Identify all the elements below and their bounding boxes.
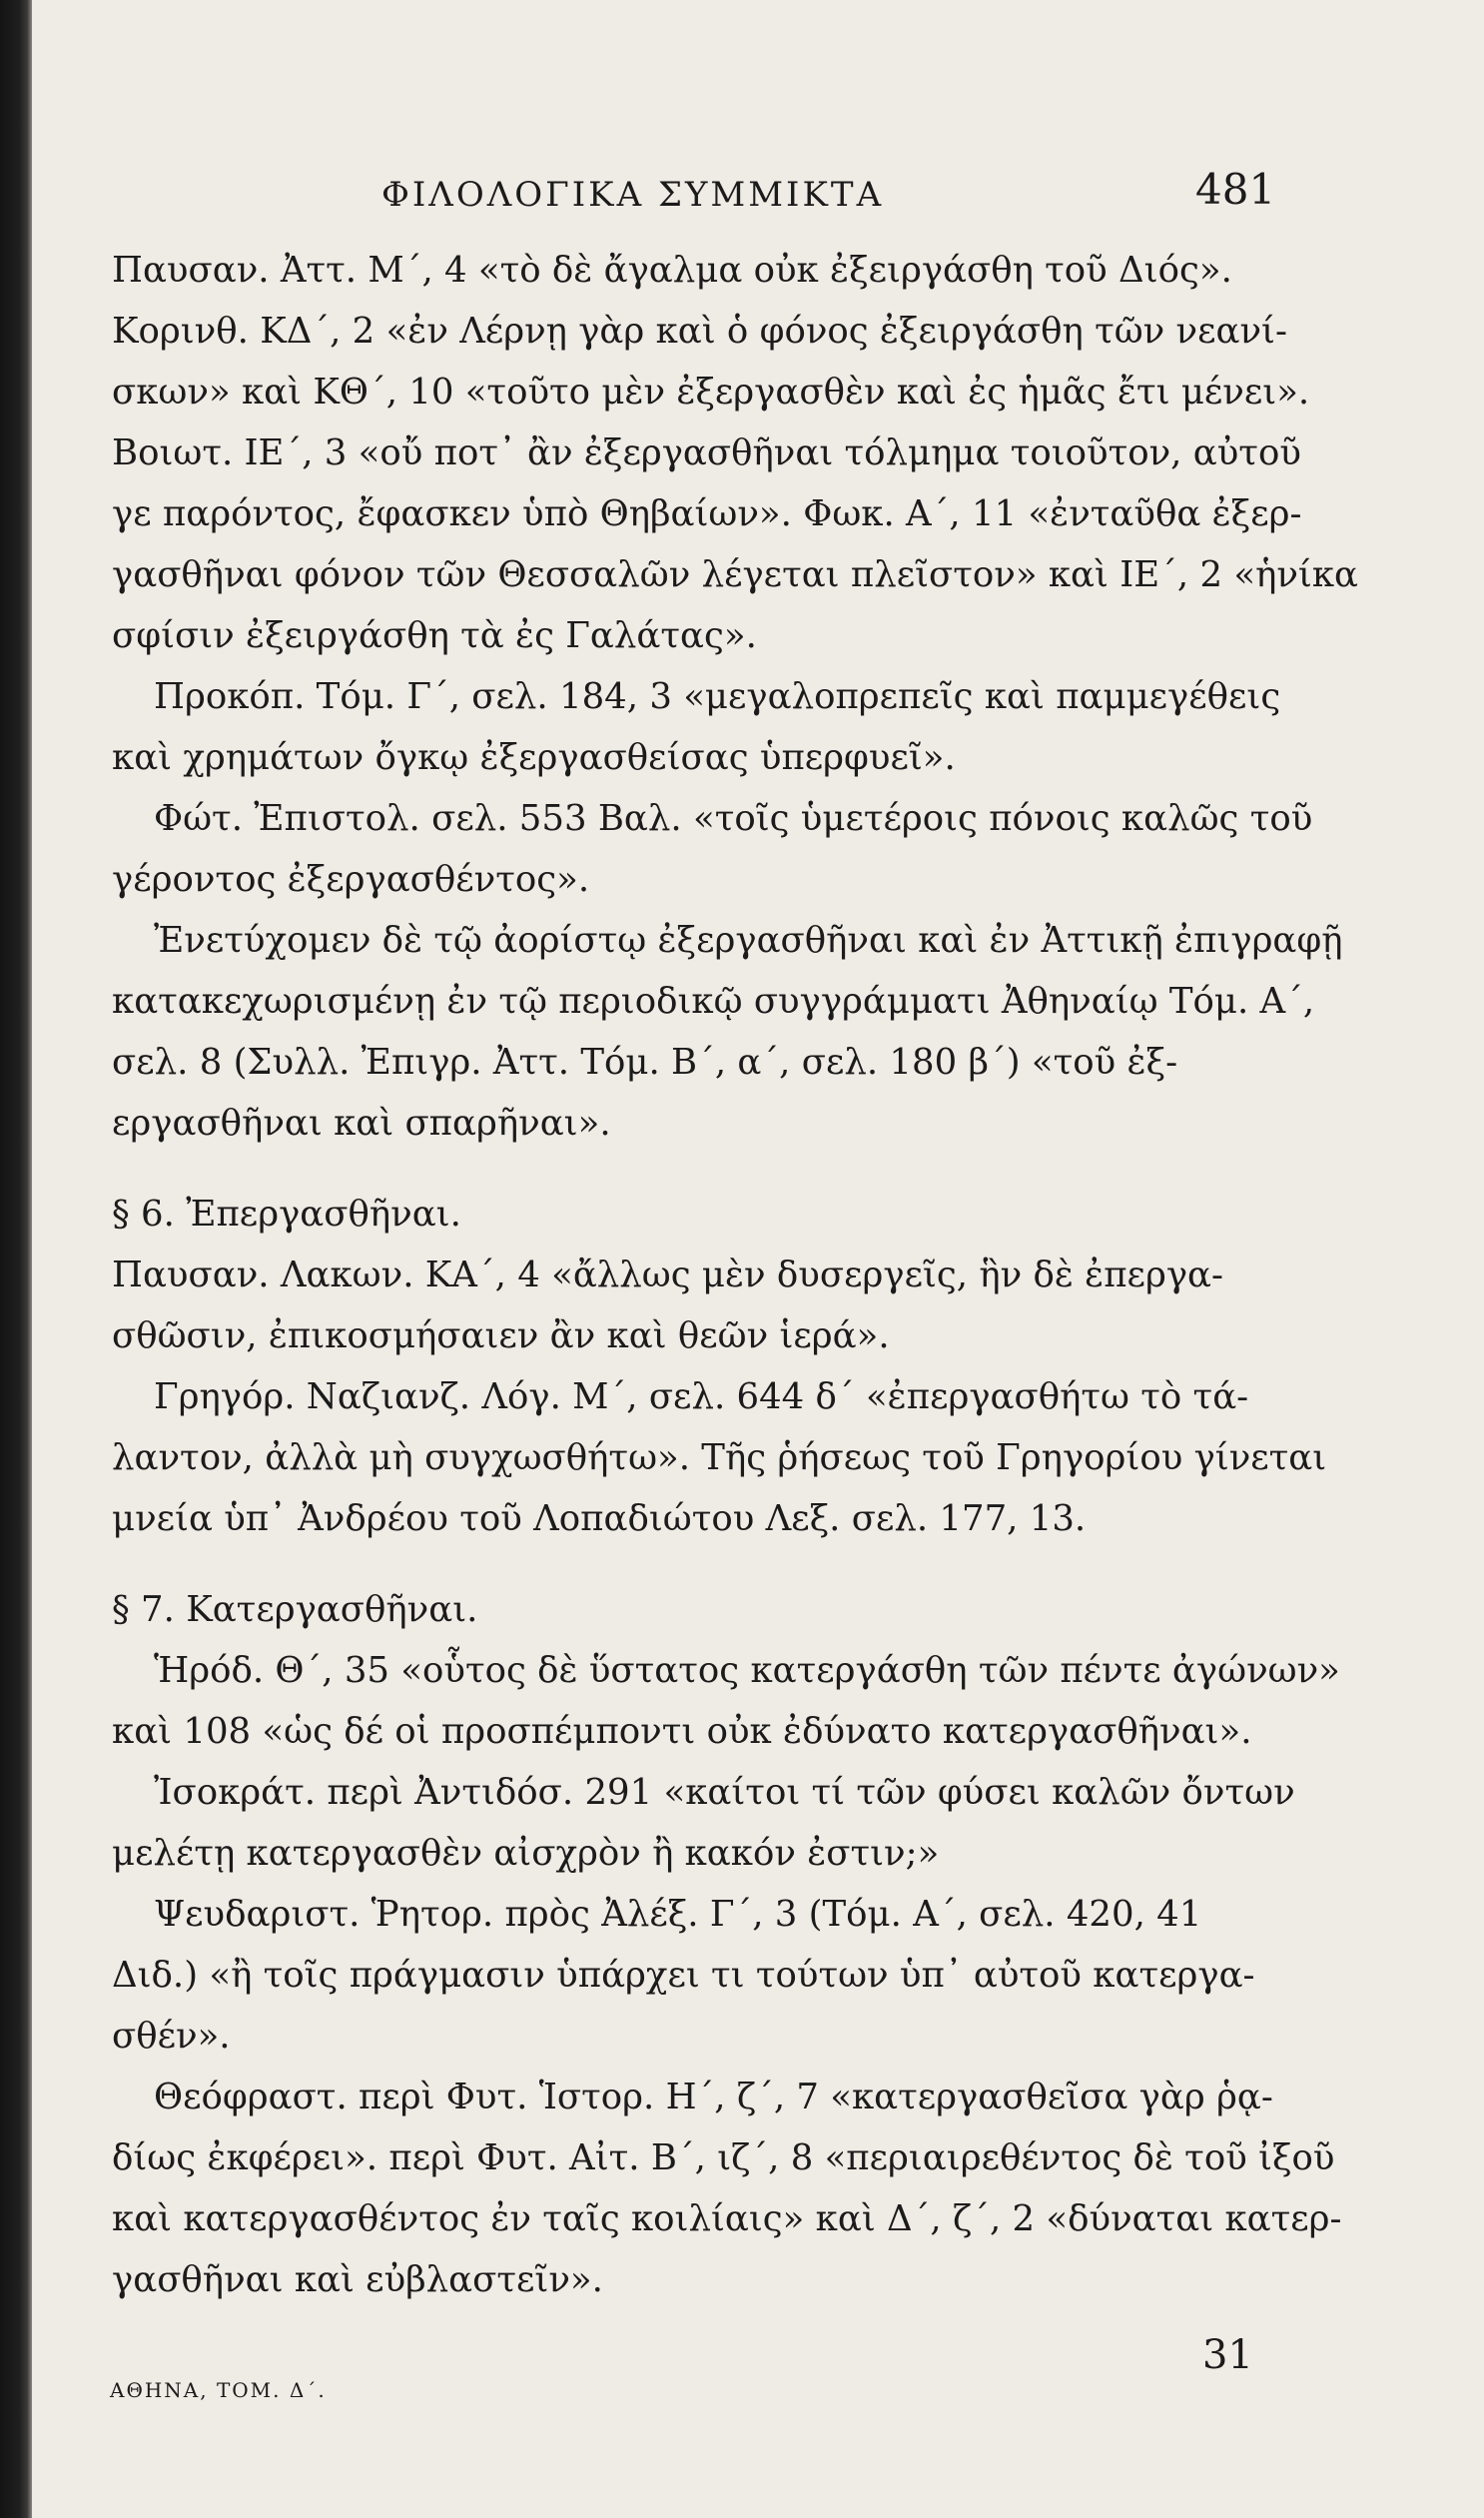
text-line: σφίσιν ἐξειργάσθη τὰ ἐς Γαλάτας». (112, 615, 757, 656)
text-line: Παυσαν. Λακων. ΚΑ΄, 4 «ἄλλως μὲν δυσεργεῖς, ἣν δὲ ἐπεργα- (112, 1255, 1223, 1295)
text-line: λαντον, ἀλλὰ μὴ συγχωσθήτω». Τῆς ῥήσεως τοῦ Γρηγορίου γίνεται (112, 1437, 1327, 1478)
text-line: Ἡρόδ. Θ΄, 35 «οὗτος δὲ ὕστατος κατεργάσθη τῶν πέντε ἀγώνων» (154, 1650, 1340, 1691)
text-line: εργασθῆναι καὶ σπαρῆναι». (112, 1103, 611, 1144)
text-line: Βοιωτ. ΙΕ΄, 3 «οὔ ποτ᾽ ἂν ἐξεργασθῆναι τόλμημα τοιοῦτον, αὐτοῦ (112, 432, 1301, 473)
text-line: Ἐνετύχομεν δὲ τῷ ἀορίστῳ ἐξεργασθῆναι καὶ ἐν Ἀττικῇ ἐπιγραφῇ (154, 920, 1343, 961)
text-line: Γρηγόρ. Ναζιανζ. Λόγ. Μ΄, σελ. 644 δ΄ «ἐπεργασθήτω τὸ τά- (154, 1376, 1249, 1417)
text-line: κατακεχωρισμένῃ ἐν τῷ περιοδικῷ συγγράμματι Ἀθηναίῳ Τόμ. Α΄, (112, 981, 1315, 1022)
text-line: σκων» καὶ ΚΘ΄, 10 «τοῦτο μὲν ἐξεργασθὲν καὶ ἐς ἡμᾶς ἔτι μένει». (112, 372, 1310, 413)
text-line: γασθῆναι καὶ εὐβλαστεῖν». (112, 2259, 603, 2300)
text-line: καὶ κατεργασθέντος ἐν ταῖς κοιλίαις» καὶ Δ΄, ζ΄, 2 «δύναται κατερ- (112, 2198, 1342, 2239)
text-line: σθέν». (112, 2016, 231, 2057)
page-footer (32, 2332, 1484, 2412)
printer-signature: ΑΘΗΝΑ, ΤΟΜ. Δ΄. (110, 2378, 327, 2402)
book-binding-edge (0, 0, 32, 2518)
text-line: Κορινθ. ΚΔ΄, 2 «ἐν Λέρνῃ γὰρ καὶ ὁ φόνος ἐξειργάσθη τῶν νεανί- (112, 311, 1287, 352)
text-line: μελέτῃ κατεργασθὲν αἰσχρὸν ἢ κακόν ἐστιν;» (112, 1833, 940, 1874)
text-line: Ἰσοκράτ. περὶ Ἀντιδόσ. 291 «καίτοι τί τῶν φύσει καλῶν ὄντων (154, 1772, 1295, 1813)
text-line: Ψευδαριστ. Ῥητορ. πρὸς Ἀλέξ. Γ΄, 3 (Τόμ. Α΄, σελ. 420, 41 (154, 1894, 1202, 1935)
text-line: Διδ.) «ἢ τοῖς πράγμασιν ὑπάρχει τι τούτων ὑπ᾽ αὐτοῦ κατεργα- (112, 1955, 1255, 1996)
text-line: σθῶσιν, ἐπικοσμήσαιεν ἂν καὶ θεῶν ἱερά». (112, 1315, 890, 1356)
section-heading: § 6. Ἐπεργασθῆναι. (112, 1194, 461, 1235)
text-line: Φώτ. Ἐπιστολ. σελ. 553 Βαλ. «τοῖς ὑμετέροις πόνοις καλῶς τοῦ (154, 798, 1313, 839)
page-body (112, 240, 1358, 2310)
section-heading: § 7. Κατεργασθῆναι. (112, 1589, 478, 1630)
text-line: Παυσαν. Ἀττ. Μ΄, 4 «τὸ δὲ ἄγαλμα οὐκ ἐξειργάσθη τοῦ Διός». (112, 250, 1232, 291)
text-line: μνεία ὑπ᾽ Ἀνδρέου τοῦ Λοπαδιώτου Λεξ. σελ. 177, 13. (112, 1498, 1087, 1539)
section-gap (112, 1549, 1290, 1579)
text-line: Προκόπ. Τόμ. Γ΄, σελ. 184, 3 «μεγαλοπρεπεῖς καὶ παμμεγέθεις (154, 676, 1281, 717)
text-line: καὶ 108 «ὡς δέ οἱ προσπέμποντι οὐκ ἐδύνατο κατεργασθῆναι». (112, 1711, 1252, 1752)
text-line: γέροντος ἐξεργασθέντος». (112, 859, 590, 900)
running-head (32, 165, 1484, 225)
text-line: δίως ἐκφέρει». περὶ Φυτ. Αἰτ. Β΄, ιζ΄, 8 «περιαιρεθέντος δὲ τοῦ ἰξοῦ (112, 2137, 1335, 2178)
text-line: γε παρόντος, ἔφασκεν ὑπὸ Θηβαίων». Φωκ. Α΄, 11 «ἐνταῦθα ἐξερ- (112, 493, 1302, 534)
text-line: Θεόφραστ. περὶ Φυτ. Ἱστορ. Η΄, ζ΄, 7 «κατεργασθεῖσα γὰρ ῥᾳ- (154, 2077, 1273, 2117)
text-line: καὶ χρημάτων ὄγκῳ ἐξεργασθείσας ὑπερφυεῖ». (112, 737, 956, 778)
text-line: σελ. 8 (Συλλ. Ἐπιγρ. Ἀττ. Τόμ. Β΄, α΄, σελ. 180 β΄) «τοῦ ἐξ- (112, 1042, 1178, 1083)
sheet-number: 31 (1202, 2332, 1253, 2378)
book-page (32, 0, 1484, 2518)
section-gap (112, 1154, 1290, 1184)
text-line: γασθῆναι φόνον τῶν Θεσσαλῶν λέγεται πλεῖστον» καὶ ΙΕ΄, 2 «ἡνίκα (112, 554, 1358, 595)
page-number: 481 (1195, 165, 1276, 214)
running-head-title: ΦΙΛΟΛΟΓΙΚΑ ΣΥΜΜΙΚΤΑ (381, 175, 885, 215)
